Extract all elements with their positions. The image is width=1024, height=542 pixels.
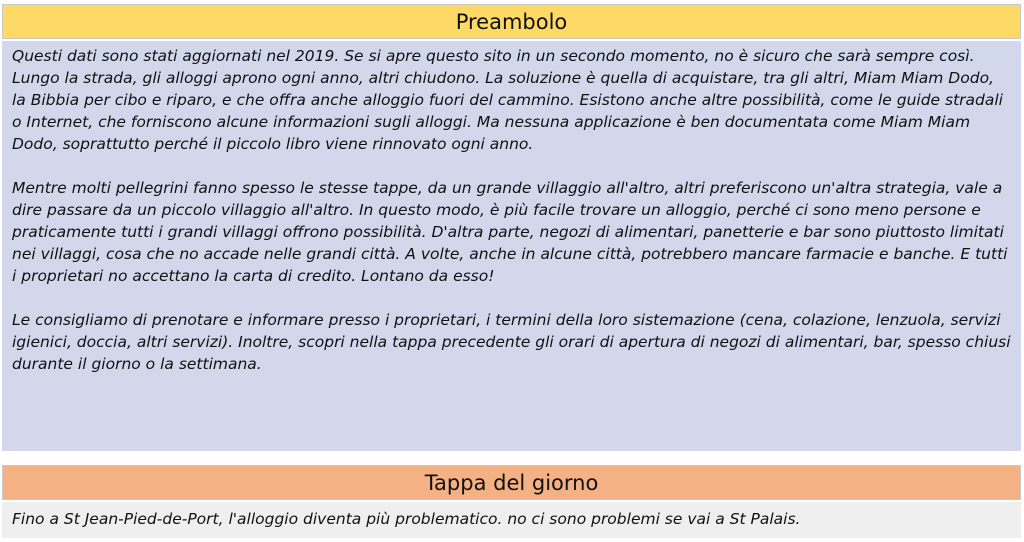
preambolo-paragraph-2: Mentre molti pellegrini fanno spesso le stesse tappe, da un grande villaggio all'altro, altri preferiscono un'altra strategia, vale a dire passare da un piccolo villaggio all'altro. In questo modo, è più facile trovare un alloggio, perché ci sono meno persone e praticamente tutti i grandi villaggi offrono possibilità. D'altra parte, negozi di alimentari, panetterie e bar sono piuttosto limitati nei villaggi, cosa che no accade nelle grandi città. A volte, anche in alcune città, potrebbero mancare farmacie e banche. E tutti i proprietari no accettano la carta di credito. Lontano da esso! [12, 179, 1008, 285]
preambolo-paragraph-1: Questi dati sono stati aggiornati nel 2019. Se si apre questo sito in un secondo momento, no è sicuro che sarà sempre così. Lungo la strada, gli alloggi aprono ogni anno, altri chiudono. La soluzione è quella di acquistare, tra gli altri, Miam Miam Dodo, la Bibbia per cibo e riparo, e che offra anche alloggio fuori del cammino. Esistono anche altre possibilità, come le guide stradali o Internet, che forniscono alcune informazioni sugli alloggi. Ma nessuna applicazione è ben documentata come Miam Miam Dodo, soprattutto perché il piccolo libro viene rinnovato ogni anno. [12, 47, 1003, 153]
preambolo-header [2, 4, 1021, 39]
preambolo-title: Preambolo [455, 9, 568, 34]
tappa-header [2, 465, 1021, 500]
tappa-body [2, 502, 1021, 538]
tappa-text: Fino a St Jean-Pied-de-Port, l'alloggio diventa più problematico. no ci sono problemi se vai a St Palais. [12, 510, 801, 528]
tappa-title: Tappa del giorno [424, 470, 599, 495]
preambolo-paragraph-3: Le consigliamo di prenotare e informare presso i proprietari, i termini della loro sistemazione (cena, colazione, lenzuola, servizi igienici, doccia, altri servizi). Inoltre, scopri nella tappa precedente gli orari di apertura di negozi di alimentari, bar, spesso chiusi durante il giorno o la settimana. [12, 311, 1011, 373]
preambolo-body [2, 41, 1021, 451]
